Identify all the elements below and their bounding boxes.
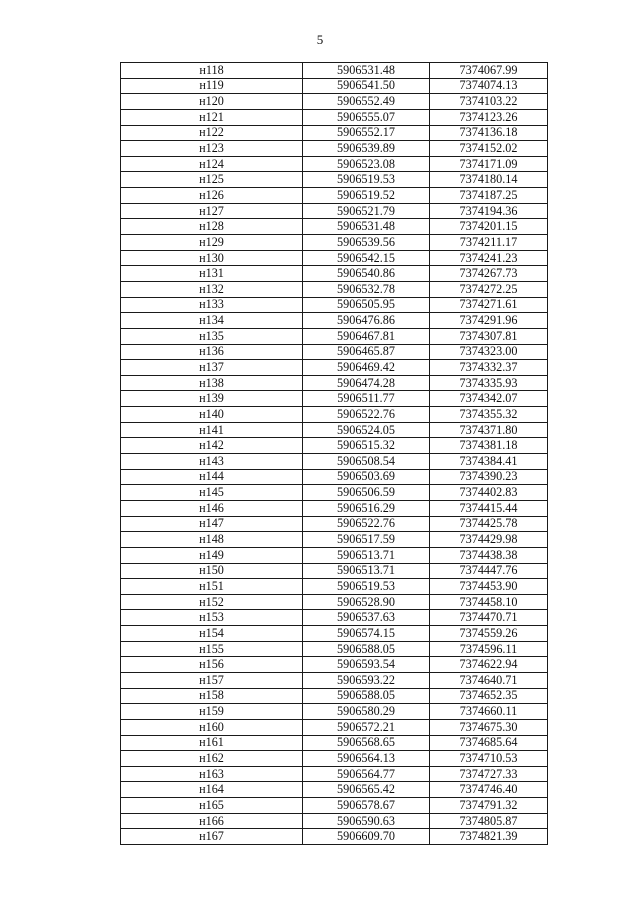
table-row [121,751,548,767]
point-id-cell: н134 [121,313,303,329]
y-coordinate-cell: 7374821.39 [430,829,548,845]
point-id-cell: н150 [121,563,303,579]
table-row [121,125,548,141]
y-coordinate-cell: 7374384.41 [430,454,548,470]
y-coordinate-cell: 7374685.64 [430,735,548,751]
y-coordinate-cell: 7374746.40 [430,782,548,798]
y-coordinate-cell: 7374355.32 [430,407,548,423]
table-row [121,344,548,360]
table-row [121,798,548,814]
point-id-cell: н159 [121,704,303,720]
table-row [121,563,548,579]
table-row [121,719,548,735]
coordinates-table-body [121,63,548,845]
y-coordinate-cell: 7374381.18 [430,438,548,454]
point-id-cell: н140 [121,407,303,423]
point-id-cell: н164 [121,782,303,798]
x-coordinate-cell: 5906505.95 [303,297,430,313]
x-coordinate-cell: 5906532.78 [303,281,430,297]
point-id-cell: н133 [121,297,303,313]
x-coordinate-cell: 5906572.21 [303,719,430,735]
table-row [121,407,548,423]
y-coordinate-cell: 7374342.07 [430,391,548,407]
y-coordinate-cell: 7374307.81 [430,328,548,344]
point-id-cell: н122 [121,125,303,141]
point-id-cell: н160 [121,719,303,735]
y-coordinate-cell: 7374211.17 [430,235,548,251]
y-coordinate-cell: 7374791.32 [430,798,548,814]
x-coordinate-cell: 5906467.81 [303,328,430,344]
coordinates-table [120,62,548,845]
point-id-cell: н162 [121,751,303,767]
x-coordinate-cell: 5906564.13 [303,751,430,767]
y-coordinate-cell: 7374652.35 [430,688,548,704]
table-row [121,626,548,642]
table-row [121,313,548,329]
y-coordinate-cell: 7374267.73 [430,266,548,282]
x-coordinate-cell: 5906593.22 [303,672,430,688]
y-coordinate-cell: 7374425.78 [430,516,548,532]
table-row [121,94,548,110]
y-coordinate-cell: 7374291.96 [430,313,548,329]
x-coordinate-cell: 5906523.08 [303,156,430,172]
y-coordinate-cell: 7374123.26 [430,109,548,125]
table-row [121,485,548,501]
x-coordinate-cell: 5906565.42 [303,782,430,798]
point-id-cell: н145 [121,485,303,501]
table-row [121,766,548,782]
table-row [121,188,548,204]
y-coordinate-cell: 7374640.71 [430,672,548,688]
table-row [121,266,548,282]
y-coordinate-cell: 7374271.61 [430,297,548,313]
table-row [121,688,548,704]
y-coordinate-cell: 7374194.36 [430,203,548,219]
point-id-cell: н163 [121,766,303,782]
x-coordinate-cell: 5906542.15 [303,250,430,266]
x-coordinate-cell: 5906539.89 [303,141,430,157]
table-row [121,704,548,720]
y-coordinate-cell: 7374371.80 [430,422,548,438]
y-coordinate-cell: 7374272.25 [430,281,548,297]
x-coordinate-cell: 5906539.56 [303,235,430,251]
table-row [121,469,548,485]
x-coordinate-cell: 5906568.65 [303,735,430,751]
table-row [121,281,548,297]
y-coordinate-cell: 7374332.37 [430,360,548,376]
table-row [121,328,548,344]
point-id-cell: н155 [121,641,303,657]
y-coordinate-cell: 7374710.53 [430,751,548,767]
x-coordinate-cell: 5906476.86 [303,313,430,329]
point-id-cell: н119 [121,78,303,94]
point-id-cell: н135 [121,328,303,344]
y-coordinate-cell: 7374323.00 [430,344,548,360]
point-id-cell: н147 [121,516,303,532]
table-row [121,579,548,595]
y-coordinate-cell: 7374727.33 [430,766,548,782]
point-id-cell: н128 [121,219,303,235]
x-coordinate-cell: 5906469.42 [303,360,430,376]
x-coordinate-cell: 5906593.54 [303,657,430,673]
y-coordinate-cell: 7374187.25 [430,188,548,204]
table-row [121,454,548,470]
table-row [121,297,548,313]
point-id-cell: н143 [121,454,303,470]
point-id-cell: н141 [121,422,303,438]
x-coordinate-cell: 5906537.63 [303,610,430,626]
x-coordinate-cell: 5906522.76 [303,407,430,423]
table-row [121,391,548,407]
y-coordinate-cell: 7374136.18 [430,125,548,141]
point-id-cell: н158 [121,688,303,704]
point-id-cell: н154 [121,626,303,642]
table-row [121,219,548,235]
table-row [121,156,548,172]
x-coordinate-cell: 5906474.28 [303,375,430,391]
point-id-cell: н124 [121,156,303,172]
y-coordinate-cell: 7374470.71 [430,610,548,626]
point-id-cell: н151 [121,579,303,595]
x-coordinate-cell: 5906517.59 [303,532,430,548]
table-row [121,532,548,548]
x-coordinate-cell: 5906528.90 [303,594,430,610]
y-coordinate-cell: 7374453.90 [430,579,548,595]
point-id-cell: н136 [121,344,303,360]
x-coordinate-cell: 5906564.77 [303,766,430,782]
point-id-cell: н166 [121,813,303,829]
table-row [121,172,548,188]
y-coordinate-cell: 7374335.93 [430,375,548,391]
x-coordinate-cell: 5906574.15 [303,626,430,642]
y-coordinate-cell: 7374415.44 [430,500,548,516]
y-coordinate-cell: 7374241.23 [430,250,548,266]
table-row [121,438,548,454]
point-id-cell: н167 [121,829,303,845]
y-coordinate-cell: 7374201.15 [430,219,548,235]
table-row [121,250,548,266]
x-coordinate-cell: 5906519.52 [303,188,430,204]
x-coordinate-cell: 5906531.48 [303,219,430,235]
point-id-cell: н121 [121,109,303,125]
point-id-cell: н130 [121,250,303,266]
point-id-cell: н144 [121,469,303,485]
y-coordinate-cell: 7374660.11 [430,704,548,720]
table-row [121,735,548,751]
x-coordinate-cell: 5906524.05 [303,422,430,438]
y-coordinate-cell: 7374429.98 [430,532,548,548]
table-row [121,782,548,798]
table-row [121,63,548,79]
point-id-cell: н153 [121,610,303,626]
x-coordinate-cell: 5906521.79 [303,203,430,219]
table-row [121,500,548,516]
point-id-cell: н156 [121,657,303,673]
point-id-cell: н142 [121,438,303,454]
x-coordinate-cell: 5906555.07 [303,109,430,125]
point-id-cell: н165 [121,798,303,814]
x-coordinate-cell: 5906531.48 [303,63,430,79]
x-coordinate-cell: 5906465.87 [303,344,430,360]
table-row [121,141,548,157]
table-row [121,422,548,438]
table-row [121,657,548,673]
table-row [121,594,548,610]
table-row [121,829,548,845]
x-coordinate-cell: 5906522.76 [303,516,430,532]
point-id-cell: н126 [121,188,303,204]
x-coordinate-cell: 5906515.32 [303,438,430,454]
y-coordinate-cell: 7374675.30 [430,719,548,735]
point-id-cell: н137 [121,360,303,376]
y-coordinate-cell: 7374805.87 [430,813,548,829]
point-id-cell: н138 [121,375,303,391]
x-coordinate-cell: 5906580.29 [303,704,430,720]
table-row [121,813,548,829]
x-coordinate-cell: 5906519.53 [303,579,430,595]
table-row [121,516,548,532]
x-coordinate-cell: 5906516.29 [303,500,430,516]
x-coordinate-cell: 5906541.50 [303,78,430,94]
point-id-cell: н148 [121,532,303,548]
x-coordinate-cell: 5906513.71 [303,547,430,563]
point-id-cell: н118 [121,63,303,79]
y-coordinate-cell: 7374402.83 [430,485,548,501]
y-coordinate-cell: 7374559.26 [430,626,548,642]
table-row [121,235,548,251]
point-id-cell: н139 [121,391,303,407]
y-coordinate-cell: 7374390.23 [430,469,548,485]
table-row [121,672,548,688]
x-coordinate-cell: 5906552.17 [303,125,430,141]
y-coordinate-cell: 7374103.22 [430,94,548,110]
table-row [121,109,548,125]
y-coordinate-cell: 7374067.99 [430,63,548,79]
point-id-cell: н157 [121,672,303,688]
page-number: 5 [316,32,324,47]
point-id-cell: н132 [121,281,303,297]
y-coordinate-cell: 7374152.02 [430,141,548,157]
x-coordinate-cell: 5906508.54 [303,454,430,470]
point-id-cell: н152 [121,594,303,610]
y-coordinate-cell: 7374074.13 [430,78,548,94]
x-coordinate-cell: 5906552.49 [303,94,430,110]
y-coordinate-cell: 7374438.38 [430,547,548,563]
point-id-cell: н149 [121,547,303,563]
x-coordinate-cell: 5906590.63 [303,813,430,829]
x-coordinate-cell: 5906609.70 [303,829,430,845]
table-row [121,641,548,657]
x-coordinate-cell: 5906513.71 [303,563,430,579]
x-coordinate-cell: 5906519.53 [303,172,430,188]
x-coordinate-cell: 5906578.67 [303,798,430,814]
table-row [121,360,548,376]
table-row [121,610,548,626]
y-coordinate-cell: 7374596.11 [430,641,548,657]
y-coordinate-cell: 7374180.14 [430,172,548,188]
y-coordinate-cell: 7374622.94 [430,657,548,673]
x-coordinate-cell: 5906511.77 [303,391,430,407]
y-coordinate-cell: 7374458.10 [430,594,548,610]
point-id-cell: н123 [121,141,303,157]
y-coordinate-cell: 7374171.09 [430,156,548,172]
table-row [121,203,548,219]
point-id-cell: н127 [121,203,303,219]
table-row [121,375,548,391]
point-id-cell: н161 [121,735,303,751]
x-coordinate-cell: 5906506.59 [303,485,430,501]
table-row [121,547,548,563]
y-coordinate-cell: 7374447.76 [430,563,548,579]
x-coordinate-cell: 5906503.69 [303,469,430,485]
x-coordinate-cell: 5906588.05 [303,688,430,704]
point-id-cell: н129 [121,235,303,251]
table-row [121,78,548,94]
point-id-cell: н120 [121,94,303,110]
point-id-cell: н131 [121,266,303,282]
x-coordinate-cell: 5906540.86 [303,266,430,282]
point-id-cell: н125 [121,172,303,188]
point-id-cell: н146 [121,500,303,516]
x-coordinate-cell: 5906588.05 [303,641,430,657]
